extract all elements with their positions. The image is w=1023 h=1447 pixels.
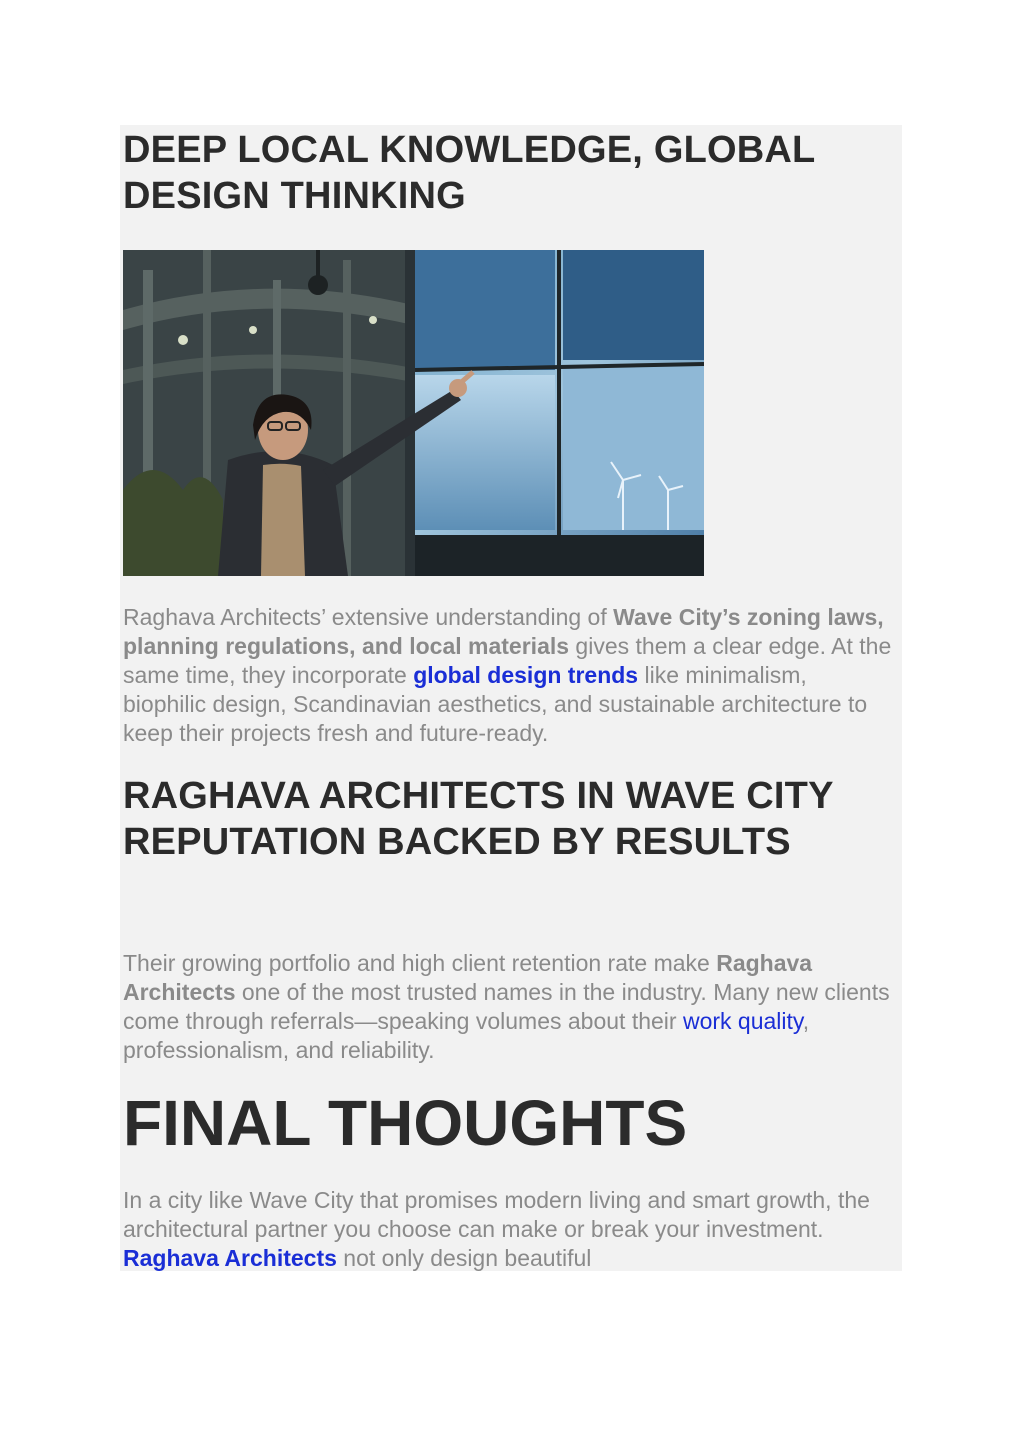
paragraph-text: like minimalism, biophilic design, Scandinavian aesthetics, and sustainable architecture to keep their projects fresh and future-ready. [123,662,868,746]
photo-illustration [123,250,704,576]
link-raghava-architects[interactable]: Raghava Architects [123,1245,337,1271]
emphasis-text: Raghava Architects [123,950,813,1005]
paragraph-text: not only design beautiful [336,1245,592,1271]
paragraph-text: Raghava Architects’ extensive understanding of [123,604,614,630]
paragraph-text: gives them a clear edge. At the same time, they incorporate [123,633,892,688]
section-heading-reputation: RAGHAVA ARCHITECTS IN WAVE CITY REPUTATION BACKED BY RESULTS [123,775,833,863]
article-panel [120,125,902,1271]
link-work-quality[interactable]: work quality [682,1008,803,1034]
paragraph-text: Their growing portfolio and high client retention rate make [123,950,717,976]
section-heading-local-knowledge: DEEP LOCAL KNOWLEDGE, GLOBAL DESIGN THINKING [123,129,815,217]
paragraph-reputation [123,949,895,1065]
link-global-design-trends[interactable]: global design trends [413,662,639,688]
paragraph-text: In a city like Wave City that promises modern living and smart growth, the architectural partner you choose can make or break your investment. [123,1187,870,1242]
article-photo [123,250,704,576]
paragraph-text: one of the most trusted names in the industry. Many new clients come through referrals—speaking volumes about their [123,979,890,1034]
paragraph-local-knowledge [123,603,895,748]
emphasis-text: Wave City’s zoning laws, planning regulations, and local materials [123,604,884,659]
paragraph-final-thoughts [123,1186,895,1271]
paragraph-text: , professionalism, and reliability. [123,1008,810,1063]
section-heading-final-thoughts: FINAL THOUGHTS [123,1087,688,1159]
